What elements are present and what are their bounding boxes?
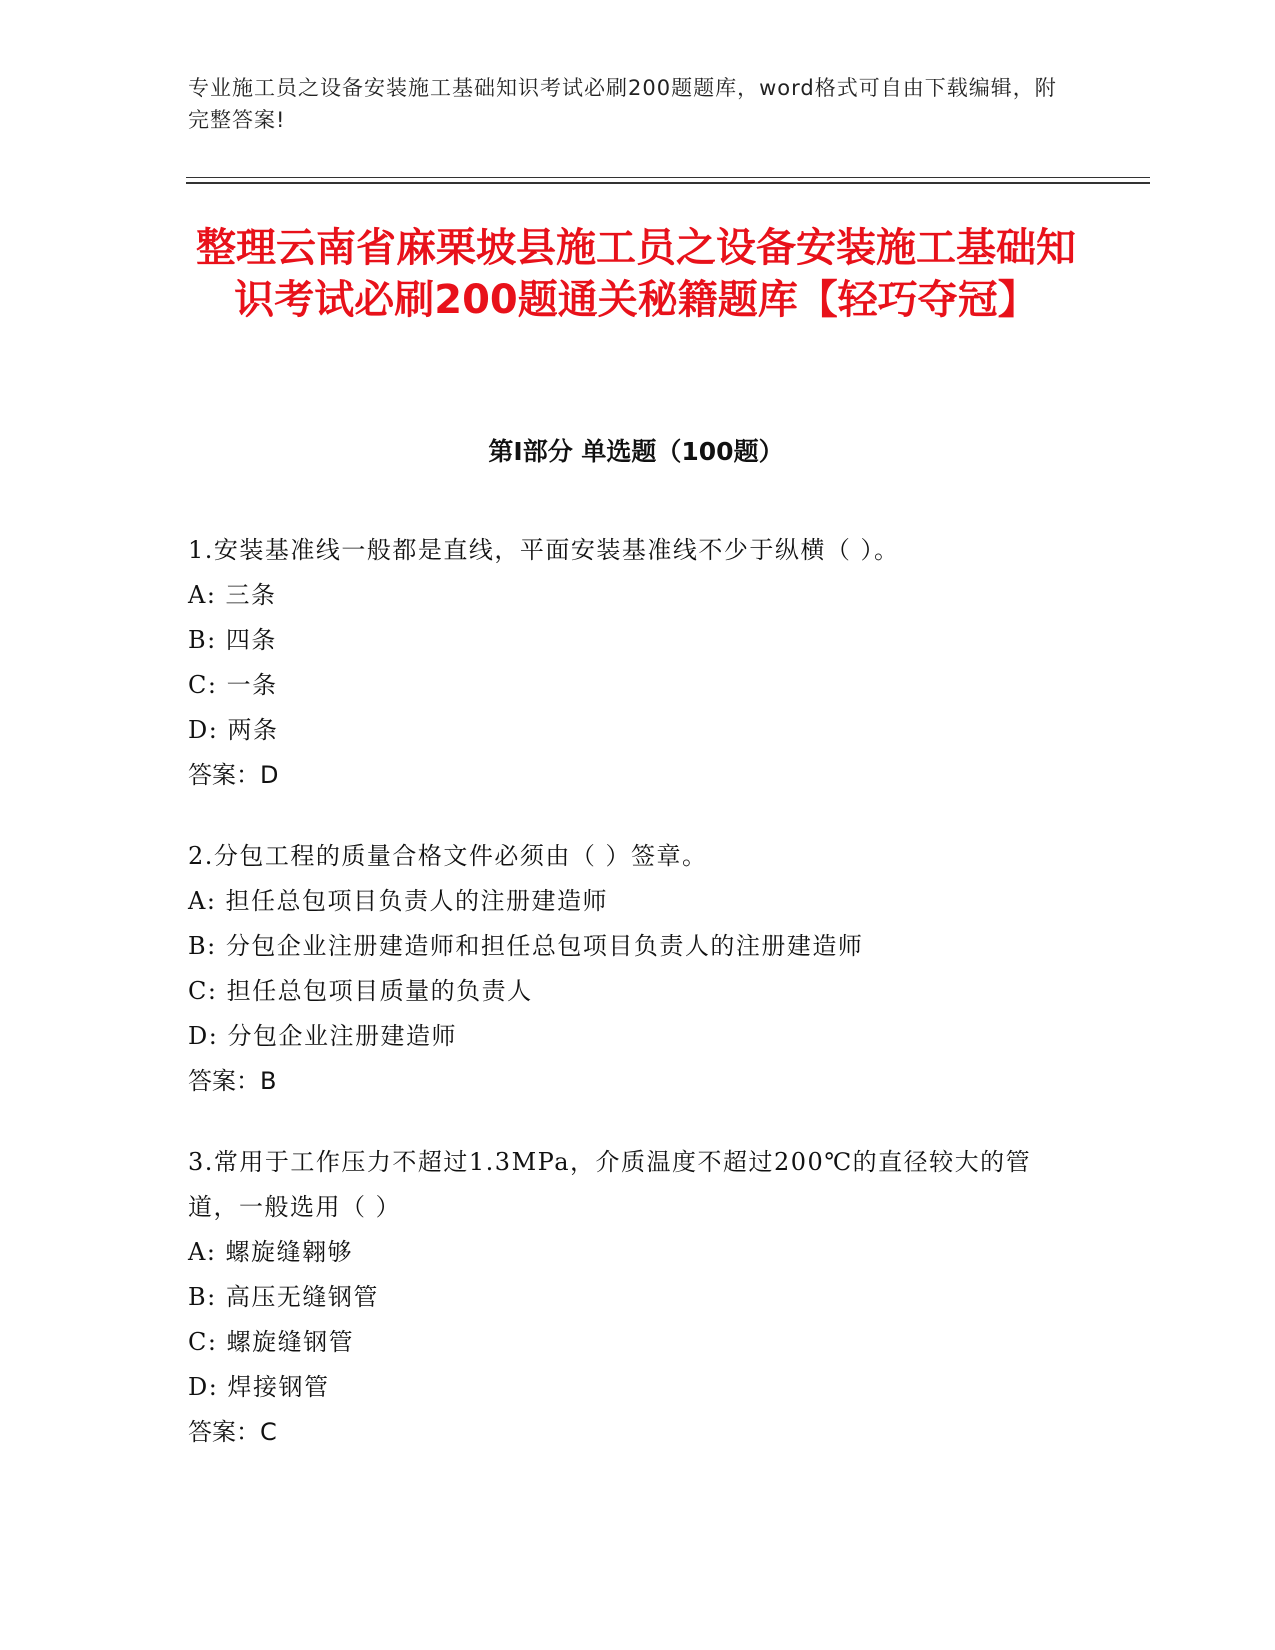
question-list [188,528,1068,1491]
option-b: B: 四条 [188,626,277,654]
option-a: A: 三条 [188,581,277,609]
document-title: 整理云南省麻栗坡县施工员之设备安装施工基础知识考试必刷200题通关秘籍题库【轻巧夺冠】 [196,225,1076,323]
header-note: 专业施工员之设备安装施工基础知识考试必刷200题题库，word格式可自由下载编辑，附完整答案! [188,76,1057,132]
question-stem: 3.常用于工作压力不超过1.3MPa，介质温度不超过200℃的直径较大的管道，一般选用（ ） [188,1148,1032,1221]
option-b: B: 分包企业注册建造师和担任总包项目负责人的注册建造师 [188,932,864,960]
option-a: A: 螺旋缝翱够 [188,1238,354,1266]
answer: 答案：C [188,1418,277,1446]
header-divider-thin [186,177,1150,178]
option-d: D: 焊接钢管 [188,1373,330,1401]
option-c: C: 螺旋缝钢管 [188,1328,355,1356]
option-c: C: 一条 [188,671,278,699]
question-stem: 2.分包工程的质量合格文件必须由（ ）签章。 [188,842,708,870]
answer: 答案：B [188,1067,277,1095]
question-stem: 1.安装基准线一般都是直线，平面安装基准线不少于纵横（ ）。 [188,536,900,564]
option-c: C: 担任总包项目质量的负责人 [188,977,533,1005]
option-d: D: 分包企业注册建造师 [188,1022,457,1050]
question-2 [188,834,1068,1104]
option-b: B: 高压无缝钢管 [188,1283,379,1311]
question-1 [188,528,1068,798]
header-divider-thick [186,182,1150,184]
option-a: A: 担任总包项目负责人的注册建造师 [188,887,609,915]
answer: 答案：D [188,761,279,789]
section-title: 第I部分 单选题（100题） [488,437,784,466]
option-d: D: 两条 [188,716,279,744]
question-3 [188,1140,1068,1455]
